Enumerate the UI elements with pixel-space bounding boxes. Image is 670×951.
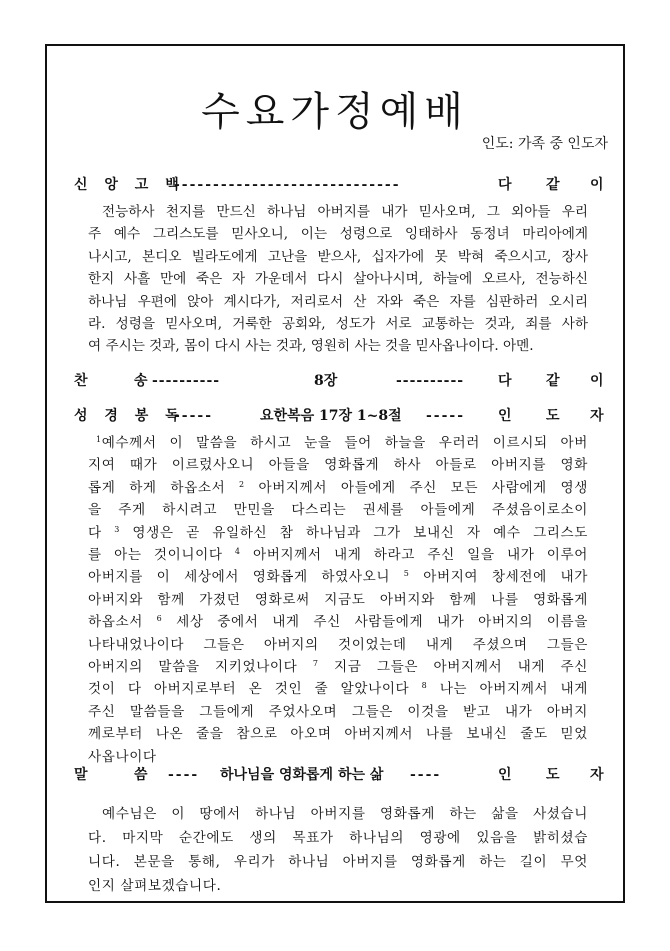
verse-number: 4 — [234, 547, 241, 557]
sermon-performer-2: 도 — [546, 767, 560, 783]
sermon-label-left: 말 — [74, 767, 88, 783]
hymn-performer-2: 같 — [546, 373, 560, 389]
scripture-text — [88, 432, 588, 768]
creed-line: 하나님 우편에 앉아 계시다가, 저리로서 산 자와 죽은 자를 심판하러 오시리 — [88, 293, 588, 310]
sermon-performer-1: 인 — [498, 767, 512, 783]
creed-dashes: ----------------------------- — [174, 177, 401, 193]
verse-number: 8 — [421, 681, 428, 691]
sermon-label-right: 씀 — [134, 767, 148, 783]
scripture-performer-1: 인 — [498, 408, 512, 424]
sermon-performer-3: 자 — [590, 767, 604, 783]
scripture-line: 것이 다 아버지로부터 온 것인 줄 알았나이다 $^8$ 나는 아버지께서 내게 — [88, 681, 588, 698]
leader-line: 인도: 가족 중 인도자 — [481, 136, 608, 152]
hymn-dashes-left: ---------- — [152, 373, 221, 389]
verse-number: 7 — [312, 659, 319, 669]
scripture-line: 나타내었나이다 그들은 아버지의 것이었는데 내게 주셨으며 그들은 — [88, 636, 588, 653]
hymn-header — [74, 370, 604, 392]
hymn-performer-1: 다 — [498, 373, 512, 389]
creed-performer-2: 같 — [546, 177, 560, 193]
scripture-dashes-right: ----- — [426, 408, 466, 424]
scripture-performer-2: 도 — [546, 408, 560, 424]
hymn-value: 8장 — [314, 373, 338, 389]
creed-performer-3: 이 — [590, 177, 604, 193]
creed-performer-1: 다 — [498, 177, 512, 193]
sermon-header — [74, 764, 604, 786]
scripture-line: 를 아는 것이니이다 $^4$ 아버지께서 내게 하라고 주신 일을 내가 이루어 — [88, 547, 588, 564]
creed-line: 전능하사 천지를 만드신 하나님 아버지를 내가 믿사오며, 그 외아들 우리 — [102, 204, 588, 220]
sermon-title: 하나님을 영화롭게 하는 삶 — [220, 767, 384, 783]
creed-text — [88, 201, 588, 358]
scripture-line: 지여 때가 이르렀사오니 아들을 영화롭게 하사 아들로 아버지를 영화 — [88, 457, 588, 474]
creed-header — [74, 174, 604, 196]
verse-number: 3 — [114, 524, 120, 534]
sermon-dashes-right: ---- — [410, 767, 442, 783]
hymn-label-right: 송 — [134, 373, 148, 389]
verse-number: 6 — [156, 614, 163, 624]
sermon-line: 니다. 본문을 통해, 우리가 하나님 아버지를 영화롭게 하는 길이 무엇 — [88, 854, 588, 870]
hymn-dashes-right: ---------- — [396, 373, 465, 389]
creed-line: 여 주시는 것과, 몸이 다시 사는 것과, 영원히 사는 것을 믿사옵나이다. 아멘. — [88, 338, 534, 355]
page-title: 수요가정예배 — [201, 88, 469, 135]
scripture-line: 하옵소서 $^6$ 세상 중에서 내게 주신 사람들에게 내가 아버지의 이름을 — [88, 614, 588, 631]
scripture-line: 다 $^3$ 영생은 곧 유일하신 참 하나님과 그가 보내신 자 예수 그리스도 — [88, 524, 589, 541]
scripture-line: 아버지의 말씀을 지키었나이다 $^7$ 지금 그들은 아버지께서 내게 주신 — [88, 659, 588, 676]
scripture-performer-3: 자 — [590, 408, 604, 424]
sermon-line: 인지 살펴보겠습니다. — [88, 878, 222, 894]
hymn-label-left: 찬 — [74, 373, 88, 389]
sermon-line: 다. 마지막 순간에도 생의 목표가 하나님의 영광에 있음을 밝히셨습 — [88, 830, 588, 846]
scripture-reference: 요한복음 17장 1~8절 — [260, 408, 402, 424]
scripture-line: 롭게 하게 하옵소서 $^2$ 아버지께서 아들에게 주신 모든 사람에게 영생 — [88, 479, 588, 496]
scripture-line: 아버지를 이 세상에서 영화롭게 하였사오니 $^5$ 아버지여 창세전에 내가 — [88, 569, 588, 586]
scripture-line: 을 주게 하시려고 만민을 다스리는 권세를 아들에게 주셨음이로소이 — [88, 502, 588, 519]
scripture-line: 아버지와 함께 가졌던 영화로써 지금도 아버지와 함께 나를 영화롭게 — [88, 591, 588, 608]
creed-line: 라. 성령을 믿사오며, 거룩한 공회와, 성도가 서로 교통하는 것과, 죄를 사하 — [88, 316, 588, 333]
sermon-line: 예수님은 이 땅에서 하나님 아버지를 영화롭게 하는 삶을 사셨습니 — [102, 806, 588, 822]
sermon-dashes-left: ---- — [168, 767, 200, 783]
scripture-line: 사옵나이다 — [88, 748, 157, 765]
creed-line: 주 예수 그리스도를 믿사오니, 이는 성령으로 잉태하사 동정녀 마리아에게 — [88, 226, 588, 243]
creed-label: 신 앙 고 백 — [74, 177, 185, 193]
verse-number: 1 — [96, 435, 102, 444]
scripture-label: 성 경 봉 독 — [74, 408, 185, 424]
sermon-text — [88, 802, 588, 898]
scripture-line: 께로부터 나온 줄을 참으로 아오며 아버지께서 나를 보내신 줄도 믿었 — [88, 726, 588, 743]
scripture-line: 주신 말씀들을 그들에게 주었사오며 그들은 이것을 받고 내가 아버지 — [88, 703, 588, 720]
creed-line: 나시고, 본디오 빌라도에게 고난을 받으사, 십자가에 못 박혀 죽으시고, 장사 — [88, 248, 588, 265]
verse-number: 2 — [239, 479, 245, 489]
hymn-performer-3: 이 — [590, 373, 604, 389]
scripture-line: $^1$예수께서 이 말씀을 하시고 눈을 들어 하늘을 우러러 이르시되 아버 — [96, 435, 588, 451]
scripture-dashes-left: ----- — [174, 408, 214, 424]
creed-line: 한지 사흘 만에 죽은 자 가운데서 다시 살아나시며, 하늘에 오르사, 전능하신 — [88, 271, 588, 288]
scripture-header — [74, 405, 604, 427]
verse-number: 5 — [403, 569, 410, 579]
